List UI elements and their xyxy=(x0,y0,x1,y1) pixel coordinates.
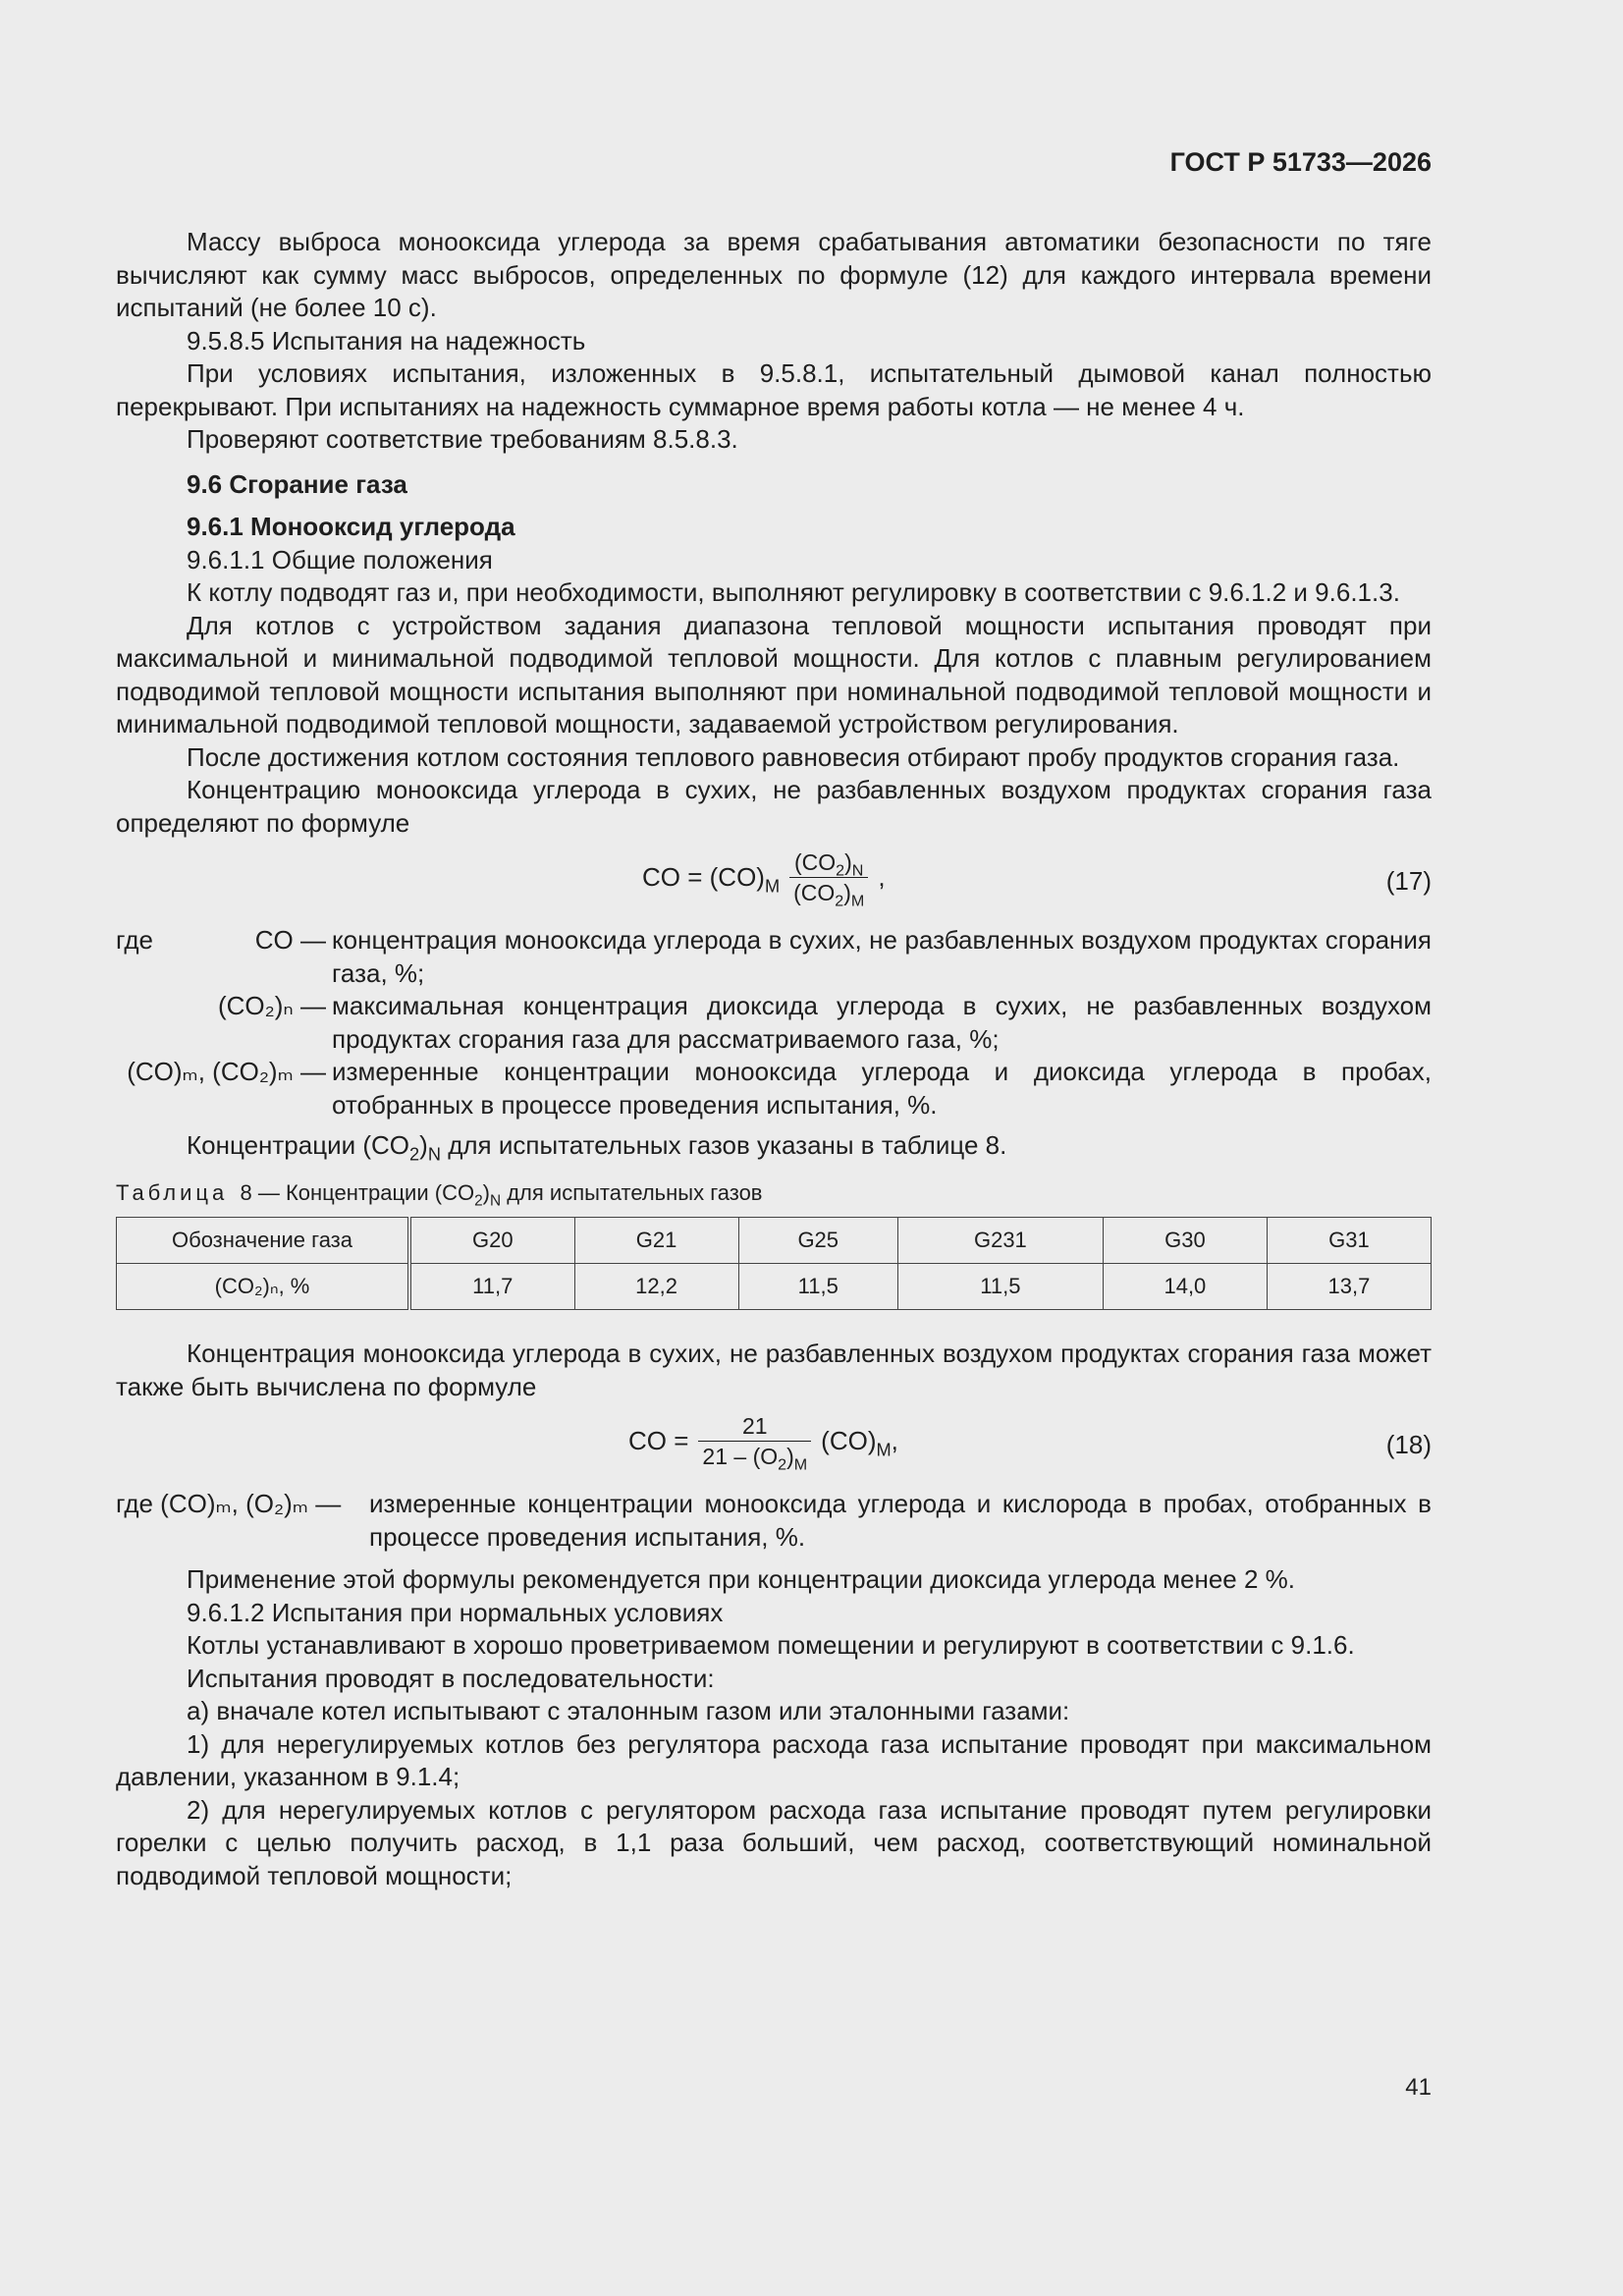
document-body xyxy=(116,226,1432,1892)
section-heading: 9.5.8.5 Испытания на надежность xyxy=(187,325,586,355)
table-caption: Таблица 8 — Концентрации $(CO_2)_N$ для испытательных газов xyxy=(116,1179,763,1209)
table-row: (CO₂)ₙ, % 11,7 12,2 11,5 11,5 14,0 13,7 xyxy=(117,1264,1432,1310)
formula-17: CO = $(CO)_M$ $\frac{(CO_2)_N}{(CO_2)_M}$ , (17) xyxy=(642,849,1432,910)
section-heading: 9.6.1.1 Общие положения xyxy=(187,544,493,574)
paragraph: Котлы устанавливают в хорошо проветриваемом помещении и регулируют в соответствии с 9.1.6. xyxy=(187,1630,1355,1660)
paragraph: Проверяют соответствие требованиям 8.5.8.3. xyxy=(187,424,738,454)
document-header: ГОСТ Р 51733—2026 xyxy=(1169,147,1432,177)
section-heading-9-6-1: 9.6.1 Монооксид углерода xyxy=(187,512,515,541)
paragraph: Концентрация монооксида углерода в сухих, не разбавленных воздухом продуктах сгорания газа может также быть вычислена по формуле xyxy=(116,1339,1432,1401)
formula-fraction: $\frac{(CO_2)_N}{(CO_2)_M}$ xyxy=(789,847,868,907)
where-block-17: где CO — концентрация монооксида углерода в сухих, не разбавленных воздухом продуктах сгорания газа, %; (CO₂)ₙ — максимальная концентрация диоксида углерода в сухих, не разбавленных воздухом продуктах сгорания газа для рассматриваемого газа, %; (CO)ₘ, (CO₂)ₘ — измеренные концентрации монооксида углерода и диоксида углерода в пробах, отобранных в процессе проведения испытания, %. xyxy=(116,925,1432,1120)
section-heading-9-6: 9.6 Сгорание газа xyxy=(187,468,407,499)
paragraph: Концентрации $(CO_2)_N$ для испытательных газов указаны в таблице 8. xyxy=(187,1130,1007,1165)
paragraph: После достижения котлом состояния теплового равновесия отбирают пробу продуктов сгорания газа. xyxy=(187,741,1400,772)
gas-concentration-table xyxy=(116,1217,1432,1310)
list-item: а) вначале котел испытывают с эталонным газом или эталонными газами: xyxy=(187,1696,1070,1725)
table-row: Обозначение газа G20 G21 G25 G231 G30 G31 xyxy=(117,1218,1432,1264)
paragraph: Концентрацию монооксида углерода в сухих, не разбавленных воздухом продуктах сгорания газа определяют по формуле xyxy=(116,775,1432,838)
equation-number: (18) xyxy=(1385,1430,1432,1459)
list-item: 1) для нерегулируемых котлов без регулятора расхода газа испытание проводят при максимальном давлении, указанном в 9.1.4; xyxy=(116,1728,1432,1791)
paragraph: При условиях испытания, изложенных в 9.5.8.1, испытательный дымовой канал полностью перекрывают. При испытаниях на надежность суммарное время работы котла — не менее 4 ч. xyxy=(116,358,1432,421)
paragraph: Для котлов с устройством задания диапазона тепловой мощности испытания проводят при максимальной и минимальной подводимой тепловой мощности. Для котлов с плавным регулированием подводимой тепловой мощности испытания выполняют при номинальной подводимой тепловой мощности и минимальной подводимой тепловой мощности, задаваемой устройством регулирования. xyxy=(116,610,1432,738)
equation-number: (17) xyxy=(1385,866,1432,896)
paragraph: К котлу подводят газ и, при необходимости, выполняют регулировку в соответствии с 9.6.1.2 и 9.6.1.3. xyxy=(187,577,1400,607)
where-block-18: где (CO)ₘ, (O₂)ₘ — измеренные концентрации монооксида углерода и кислорода в пробах, отобранных в процессе проведения испытания, %. xyxy=(116,1489,1432,1552)
formula-fraction: $\frac{21}{21 - (O_2)_M}$ xyxy=(698,1411,811,1471)
formula-18: CO = $\frac{21}{21 - (O_2)_M}$ $(CO)_M$, (18) xyxy=(628,1413,1432,1474)
paragraph: Массу выброса монооксида углерода за время срабатывания автоматики безопасности по тяге вычисляют как сумму масс выбросов, определенных по формуле (12) для каждого интервала времени испытаний (не более 10 с). xyxy=(116,227,1432,322)
paragraph: Испытания проводят в последовательности: xyxy=(187,1663,715,1693)
page-number: 41 xyxy=(1405,2074,1432,2101)
section-heading: 9.6.1.2 Испытания при нормальных условиях xyxy=(187,1597,724,1627)
paragraph: Применение этой формулы рекомендуется при концентрации диоксида углерода менее 2 %. xyxy=(187,1564,1296,1594)
list-item: 2) для нерегулируемых котлов с регулятором расхода газа испытание проводят путем регулировки горелки с целью получить расход, в 1,1 раза больший, чем расход, соответствующий номинальной подводимой тепловой мощности; xyxy=(116,1794,1432,1890)
formula-lhs: CO = $(CO)_M$ xyxy=(642,861,781,897)
